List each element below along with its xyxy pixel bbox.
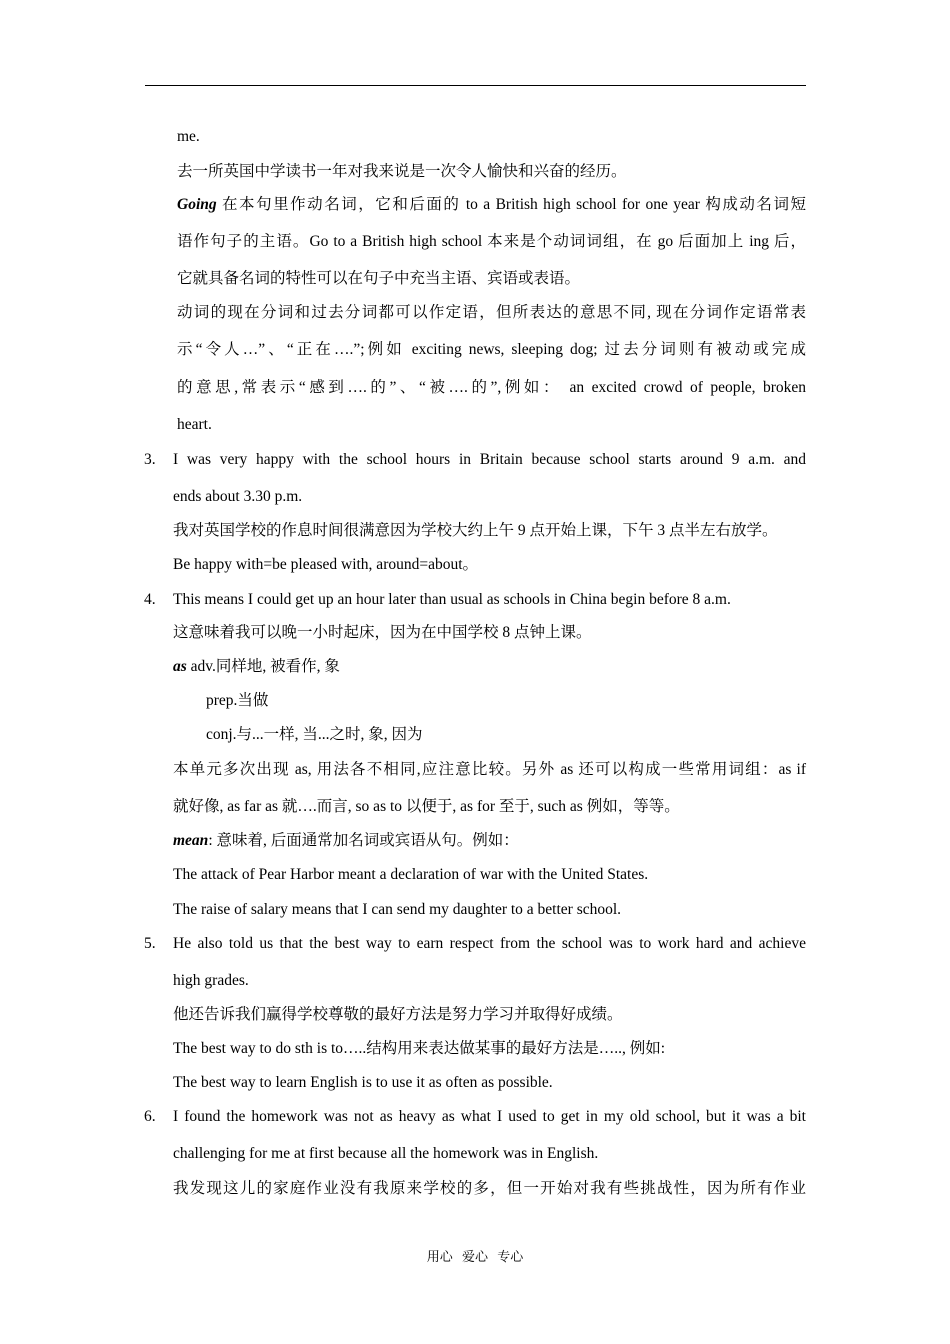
text-line: 去一所英国中学读书一年对我来说是一次令人愉快和兴奋的经历。 <box>177 163 627 180</box>
text-line <box>173 831 519 851</box>
text-line: Be happy with=be pleased with, around=about。 <box>173 556 479 573</box>
line-text: : 意味着, 后面通常加名词或宾语从句。例如： <box>208 832 519 849</box>
text-line: high grades. <box>173 972 249 989</box>
text-line: prep.当做 <box>206 692 269 709</box>
text-line: ends about 3.30 p.m. <box>173 488 303 505</box>
text-line: 他还告诉我们赢得学校尊敬的最好方法是努力学习并取得好成绩。 <box>173 1006 623 1023</box>
item-number: 6. <box>144 1108 156 1125</box>
text-line: The attack of Pear Harbor meant a declaration of war with the United States. <box>173 866 649 883</box>
page-footer: 用心 爱心 专心 <box>426 1249 524 1264</box>
text-line: The best way to learn English is to use it as often as possible. <box>173 1074 553 1091</box>
text-line: challenging for me at first because all the homework was in English. <box>173 1145 599 1162</box>
text-line: 本单元多次出现 as, 用法各不相同,应注意比较。另外 as 还可以构成一些常用词组：as if <box>173 761 806 778</box>
text-line: The raise of salary means that I can send my daughter to a better school. <box>173 901 622 918</box>
text-line: 就好像, as far as 就….而言, so as to 以便于, as for 至于, such as 例如，等等。 <box>173 798 680 815</box>
text-line: I found the homework was not as heavy as what I used to get in my old school, but it was a bit <box>173 1108 806 1125</box>
item-number: 5. <box>144 935 156 952</box>
keyword: as <box>173 658 187 675</box>
keyword: Going <box>177 196 217 213</box>
text-line: 它就具备名词的特性可以在句子中充当主语、宾语或表语。 <box>177 270 581 287</box>
text-line: 示“令人…”、“正在….”;例如 exciting news, sleeping dog; 过去分词则有被动或完成 <box>177 341 806 358</box>
keyword: mean <box>173 832 209 849</box>
item-number: 4. <box>144 591 156 608</box>
text-line: I was very happy with the school hours in Britain because school starts around 9 a.m. and <box>173 451 806 468</box>
text-line: 语作句子的主语。Go to a British high school 本来是个动词词组，在 go 后面加上 ing 后， <box>177 233 806 250</box>
text-line: conj.与...一样, 当...之时, 象, 因为 <box>206 726 423 743</box>
text-line: 这意味着我可以晚一小时起床，因为在中国学校 8 点钟上课。 <box>173 624 592 641</box>
text-line: 的意思,常表示“感到….的”、“被….的”,例如： an excited crowd of people, broken <box>177 379 806 396</box>
text-line <box>177 195 806 215</box>
header-rule <box>145 85 806 86</box>
text-line: me. <box>177 128 200 145</box>
item-number: 3. <box>144 451 156 468</box>
text-line: 我发现这儿的家庭作业没有我原来学校的多，但一开始对我有些挑战性，因为所有作业 <box>173 1180 806 1197</box>
line-text: adv.同样地, 被看作, 象 <box>186 658 340 675</box>
line-text: 在本句里作动名词，它和后面的 to a British high school for one year 构成动名词短 <box>216 196 806 213</box>
text-line: 我对英国学校的作息时间很满意因为学校大约上午 9 点开始上课，下午 3 点半左右放学。 <box>173 522 778 539</box>
text-line: heart. <box>177 416 212 433</box>
text-line: He also told us that the best way to earn respect from the school was to work hard and achieve <box>173 935 806 952</box>
text-line: The best way to do sth is to…..结构用来表达做某事的最好方法是….., 例如: <box>173 1040 666 1057</box>
text-line: 动词的现在分词和过去分词都可以作定语，但所表达的意思不同, 现在分词作定语常表 <box>177 304 806 321</box>
text-line: This means I could get up an hour later than usual as schools in China begin before 8 a.m. <box>173 591 731 608</box>
text-line <box>173 657 340 677</box>
